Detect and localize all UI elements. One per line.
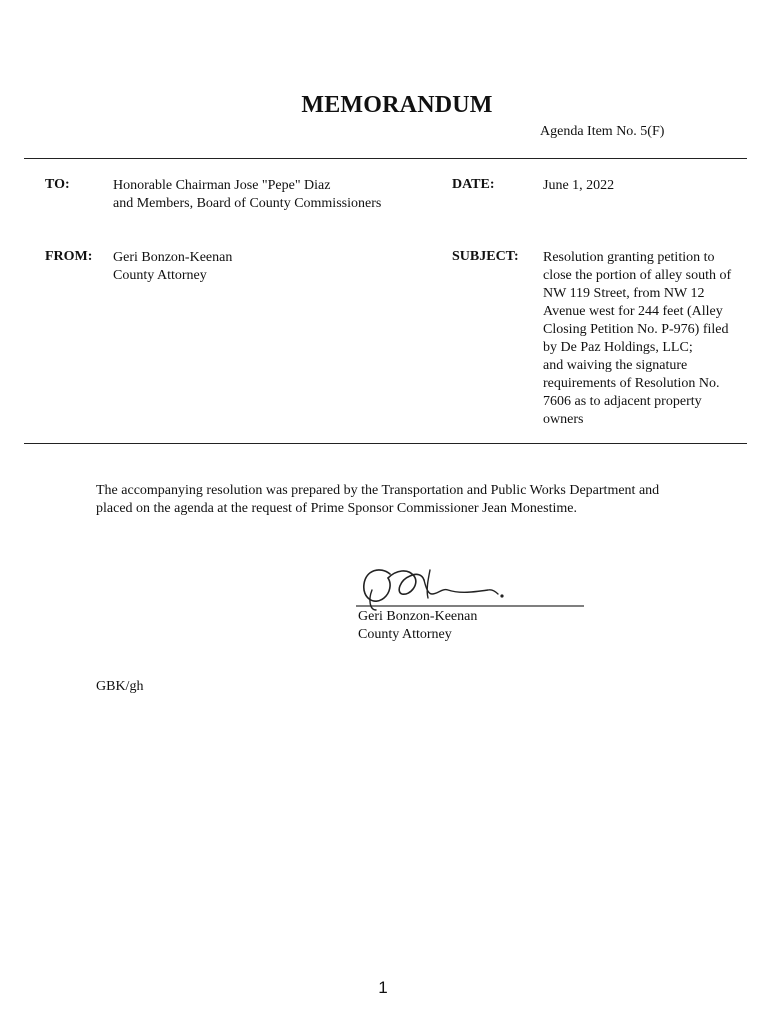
signer-name: Geri Bonzon-Keenan [358,609,478,624]
to-recipients [113,177,381,213]
memo-title: MEMORANDUM [301,92,493,118]
header-bottom-rule [24,443,747,444]
from-label: FROM: [45,249,93,264]
signature-block [358,608,477,644]
subject-line: Avenue west for 244 feet (Alley [543,304,723,319]
date-label: DATE: [452,177,495,192]
to-line: Honorable Chairman Jose "Pepe" Diaz [113,178,331,193]
page-number: 1 [378,978,388,997]
to-line: and Members, Board of County Commissioners [113,196,382,211]
subject-line: and waiving the signature [543,358,688,373]
agenda-item-number: Agenda Item No. 5(F) [540,124,665,139]
subject-line: NW 119 Street, from NW 12 [543,286,705,301]
subject-line: 7606 as to adjacent property [543,394,702,409]
subject-text [543,249,731,429]
body-line: placed on the agenda at the request of Prime Sponsor Commissioner Jean Monestime. [96,501,577,516]
to-label: TO: [45,177,70,192]
subject-line: Closing Petition No. P-976) filed [543,322,729,337]
handwritten-signature [356,560,586,612]
from-sender [113,249,232,285]
subject-label: SUBJECT: [452,249,519,264]
subject-line: by De Paz Holdings, LLC; [543,340,693,355]
header-top-rule [24,158,747,159]
body-line: The accompanying resolution was prepared by the Transportation and Public Works Department and [96,483,660,498]
memo-body [96,482,659,518]
signer-title: County Attorney [358,627,452,642]
subject-line: owners [543,412,584,427]
from-line: County Attorney [113,268,207,283]
typist-initials: GBK/gh [96,679,144,694]
date-value: June 1, 2022 [543,178,615,193]
subject-line: close the portion of alley south of [543,268,732,283]
from-line: Geri Bonzon-Keenan [113,250,233,265]
subject-line: requirements of Resolution No. [543,376,720,391]
subject-line: Resolution granting petition to [543,250,715,265]
